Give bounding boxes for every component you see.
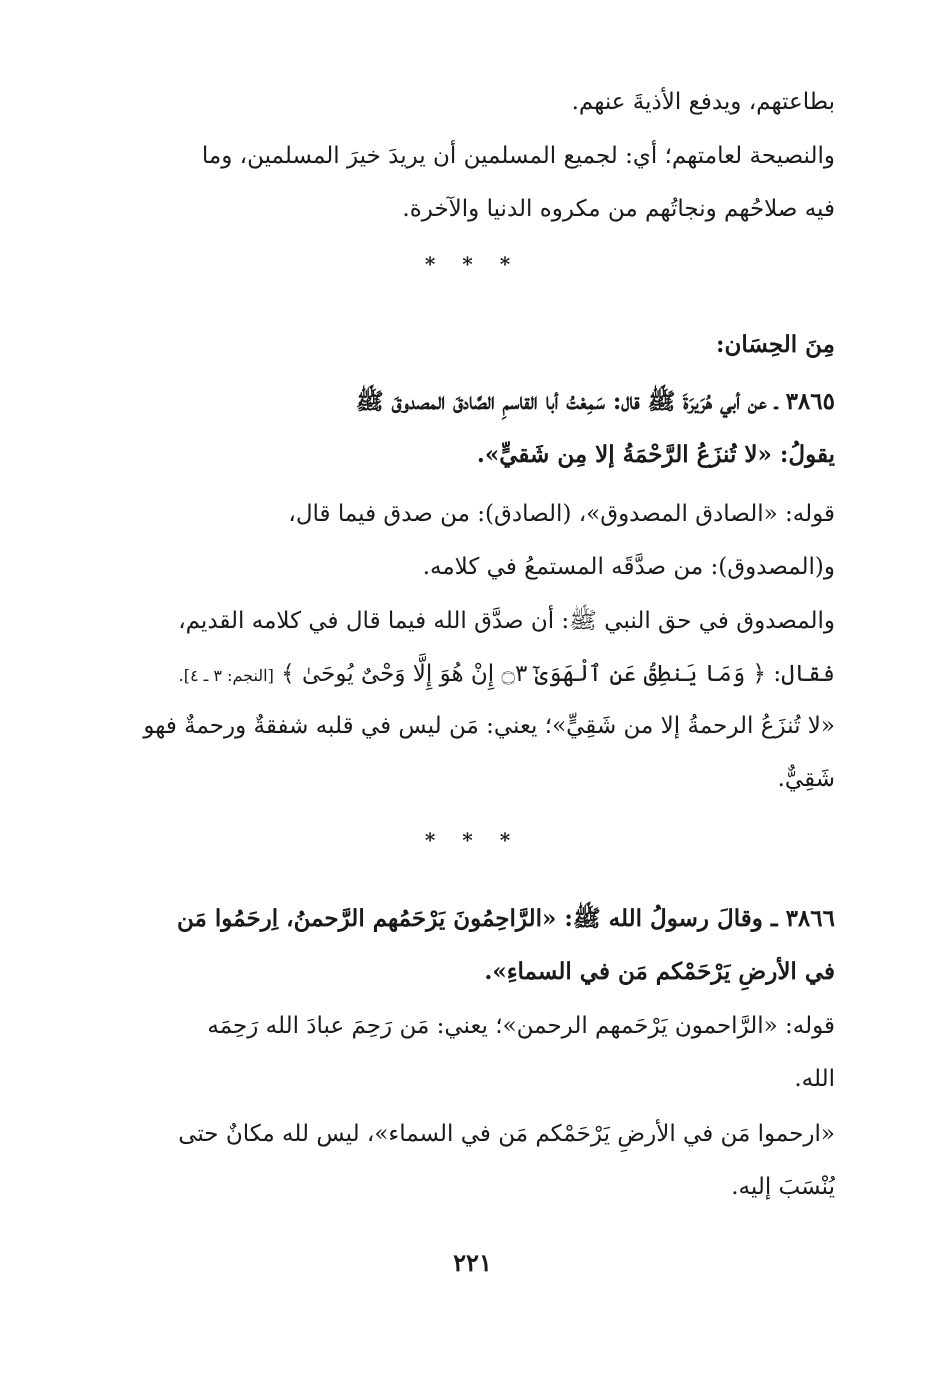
commentary-paragraph (110, 488, 835, 594)
commentary-paragraph (110, 700, 835, 806)
paragraph-advice (110, 130, 835, 236)
text-line: فيه صلاحُهم ونجاتُهم من مكروه الدنيا والآخرة. (402, 196, 835, 222)
text-line: قوله: «الصادق المصدوق»، (الصادق): من صدق فيما قال، (288, 501, 835, 527)
section-heading (110, 318, 835, 371)
hadith-3866 (110, 892, 835, 998)
commentary-paragraph (110, 1000, 835, 1106)
text-line: ٣٨٦٥ ـ عن أبي هُرَيرَةَ ﷺ قال: سَمِعْتُ أبا القاسمِ الصَّادقَ المصدوقَ ﷺ (355, 388, 835, 415)
text-line (110, 648, 835, 702)
text-line: والمصدوق في حق النبي ﷺ: أن صدَّق الله فيما قال في كلامه القديم، (178, 608, 835, 634)
quran-citation: [النجم: ٣ ـ ٤]. (178, 666, 274, 685)
text-line: ٣٨٦٦ ـ وقالَ رسولُ الله ﷺ: «الرَّاحِمُونَ يَرْحَمُهم الرَّحمنُ، اِرحَمُوا مَن (177, 905, 835, 932)
text-line: شَقِيٌّ. (777, 766, 835, 792)
section-separator: * * * (424, 828, 521, 852)
text-line: قوله: «الرَّاحمون يَرْحَمهم الرحمن»؛ يعني: مَن رَحِمَ عبادَ الله رَحِمَه (207, 1013, 835, 1039)
quran-quote: فقال: ﴿ وَمَا يَنطِقُ عَنِ ٱلْهَوَىٰٓ ۝٣ إِنْ هُوَ إِلَّا وَحْىٌ يُوحَىٰ ﴾ (281, 661, 835, 687)
heading-text: مِنَ الحِسَان: (716, 331, 835, 358)
text-line: بطاعتهم، ويدفع الأذيةَ عنهم. (571, 89, 835, 115)
text-line: «ارحموا مَن في الأرضِ يَرْحَمْكم مَن في السماء»، ليس لله مكانٌ حتى (178, 1121, 835, 1147)
text-line: «لا تُنزَعُ الرحمةُ إلا من شَقِيٍّ»؛ يعني: مَن ليس في قلبه شفقةٌ ورحمةٌ فهو (143, 713, 835, 739)
section-separator: * * * (424, 252, 521, 276)
page-number: ٢٢١ (453, 1248, 492, 1277)
text-line: الله. (794, 1066, 835, 1092)
text-line: في الأرضِ يَرْحَمْكم مَن في السماءِ». (484, 958, 835, 985)
commentary-paragraph (110, 595, 835, 702)
text-line: والنصيحة لعامتهم؛ أي: لجميع المسلمين أن يريدَ خيرَ المسلمين، وما (201, 143, 835, 169)
text-line: و(المصدوق): من صدَّقَه المستمعُ في كلامه. (422, 554, 835, 580)
hadith-3865 (110, 375, 835, 481)
paragraph-continuation (110, 76, 835, 129)
commentary-paragraph (110, 1108, 835, 1214)
text-line: يقولُ: «لا تُنزَعُ الرَّحْمَةُ إلا مِن شَقيٍّ». (476, 441, 835, 468)
text-line: يُنْسَبَ إليه. (731, 1174, 835, 1200)
